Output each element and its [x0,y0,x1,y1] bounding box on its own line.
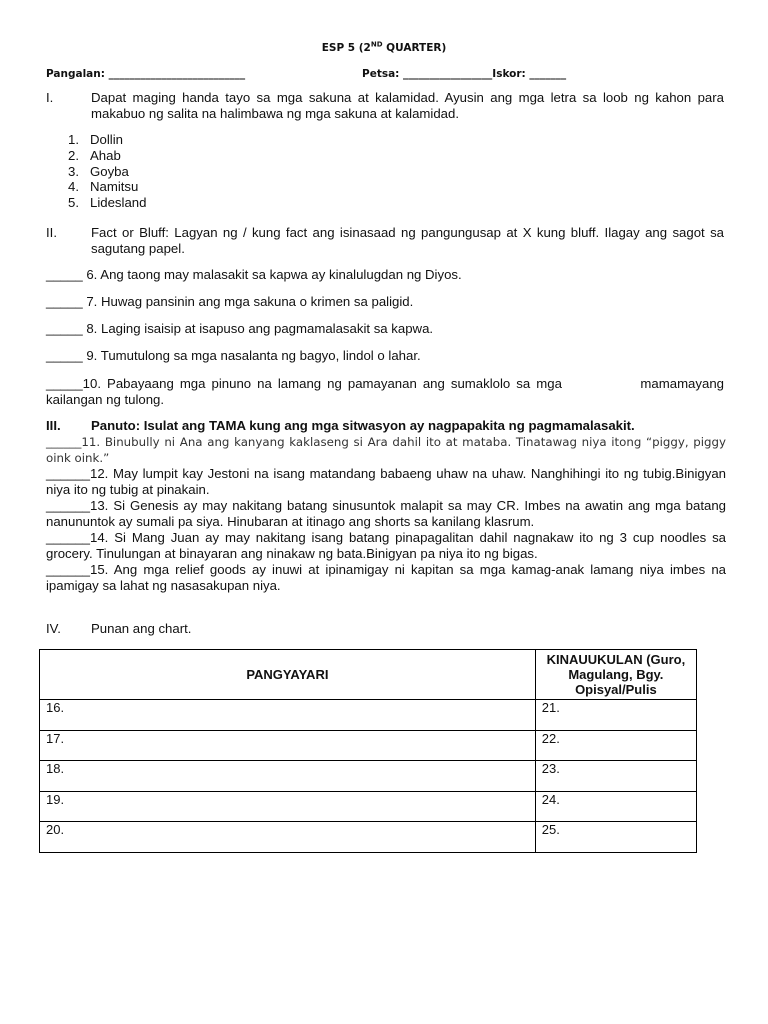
table-row [40,822,697,853]
table-row [40,761,697,792]
column-header-kinauukulan: KINAUUKULAN (Guro, Magulang, Bgy. Opisyal/Pulis [535,650,696,700]
section-1-instruction: I. Dapat maging handa tayo sa mga sakuna at kalamidad. Ayusin ang mga letra sa loob ng kahon para makabuo ng salita na halimbawa ng mga sakuna at kalamidad. [46,90,724,121]
section-4-instruction: IV. Punan ang chart. [46,621,192,636]
chart-cell[interactable]: 16. [40,700,536,731]
fact-bluff-item: _____ 7. Huwag pansinin ang mga sakuna o krimen sa paligid. [46,294,414,309]
situation-item: ______15. Ang mga relief goods ay inuwi at ipinamigay ni kapitan sa mga kamag-anak lamang niya imbes na ipamigay sa lahat ng nasasakupan niya. [46,562,726,593]
fact-bluff-item: _____ 6. Ang taong may malasakit sa kapwa ay kinalulugdan ng Diyos. [46,267,462,282]
section-2-instruction: II. Fact or Bluff: Lagyan ng / kung fact ang isinasaad ng pangungusap at X kung bluff. Ilagay ang sagot sa sagutang papel. [46,225,724,256]
section-3-instruction: III. Panuto: Isulat ang TAMA kung ang mga sitwasyon ay nagpapakita ng pagmamalasakit. [46,418,635,433]
chart-cell[interactable]: 21. [535,700,696,731]
section-3 [46,418,726,594]
column-header-pangyayari: PANGYAYARI [40,650,536,700]
situation-item: ______13. Si Genesis ay may nakitang batang sinusuntok malapit sa may CR. Imbes na awatin ang mga batang nanununtok ay sumali pa siya. Hinubaran at itinago ang shorts sa kanilang klasrum. [46,498,726,529]
fact-bluff-item: _____ 8. Laging isaisip at isapuso ang pagmamalasakit sa kapwa. [46,321,434,336]
chart-cell[interactable]: 24. [535,791,696,822]
fill-in-chart [39,649,697,853]
list-item: 2. Ahab [68,147,121,163]
fact-bluff-item: _____ 9. Tumutulong sa mga nasalanta ng bagyo, lindol o lahar. [46,348,421,363]
situation-item: ______12. May lumpit kay Jestoni na isang matandang babaeng uhaw na uhaw. Nanghihingi ito ng tubig.Binigyan niya ito ng tubig at pinakain. [46,466,726,497]
date-field: Petsa: _________________Iskor: _______ [362,68,567,80]
list-item: 4. Namitsu [68,179,139,195]
score-field: Iskor: _______ [492,68,567,80]
table-row [40,700,697,731]
page-title: ESP 5 (2ND QUARTER) [321,40,447,54]
table-row [40,730,697,761]
list-item: 3. Goyba [68,163,129,179]
chart-cell[interactable]: 17. [40,730,536,761]
situation-item: ______11. Binubully ni Ana ang kanyang kaklaseng si Ara dahil ito at mataba. Tinatawag niya itong “piggy, piggy oink oink.” [46,435,726,465]
fact-bluff-item: _____10. Pabayaang mga pinuno na lamang ng pamayanan ang sumaklolo sa mga mamamayang kailangan ng tulong. [46,376,728,407]
list-item: 5. Lidesland [68,195,147,211]
scrambled-word-list [68,132,146,211]
chart-cell[interactable]: 23. [535,761,696,792]
situation-item: ______14. Si Mang Juan ay may nakitang isang batang pinapagalitan dahil nagnakaw ito ng 3 cup noodles sa grocery. Tinulungan at binayaran ang ninakaw ng bata.Binigyan pa niya ito ng bigas. [46,530,726,561]
chart-cell[interactable]: 25. [535,822,696,853]
name-field: Pangalan: __________________________ [46,68,246,80]
chart-cell[interactable]: 19. [40,791,536,822]
chart-cell[interactable]: 20. [40,822,536,853]
chart-cell[interactable]: 18. [40,761,536,792]
table-row [40,791,697,822]
list-item: 1. Dollin [68,132,123,147]
chart-cell[interactable]: 22. [535,730,696,761]
